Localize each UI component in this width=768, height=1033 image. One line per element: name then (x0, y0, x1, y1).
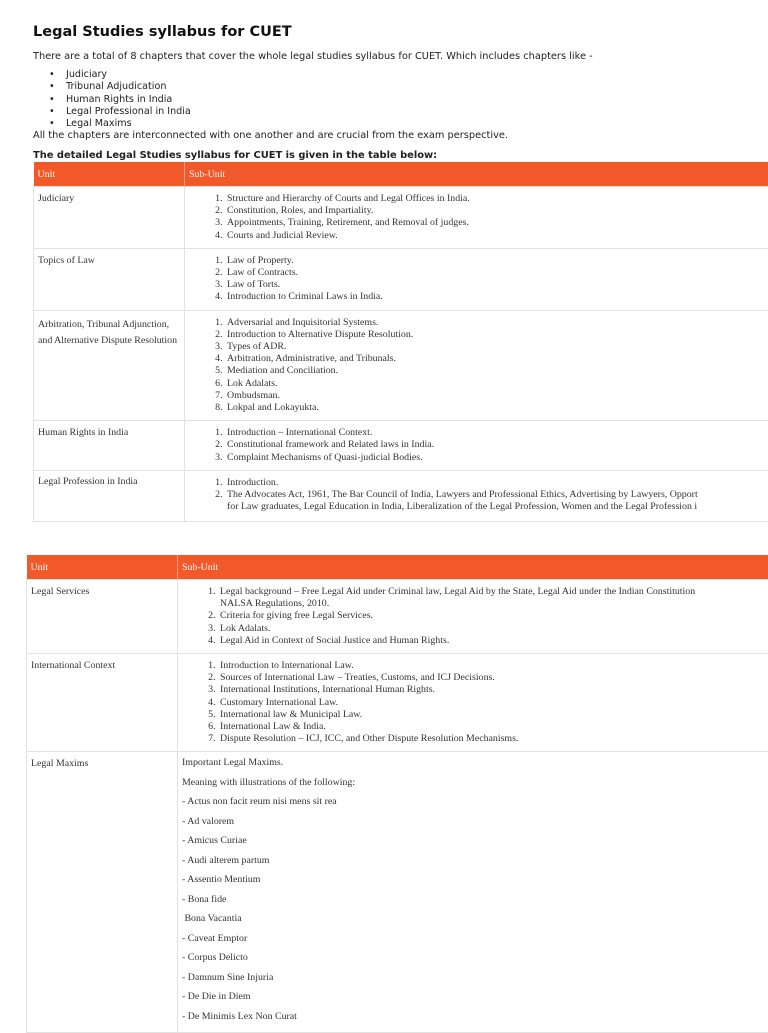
unit-cell: Judiciary (34, 187, 185, 249)
unit-cell: International Context (27, 654, 178, 752)
maxim-line: - De Minimis Lex Non Curat (182, 1007, 768, 1027)
list-item: 1. Introduction. (225, 477, 768, 489)
header-unit: Unit (27, 555, 178, 580)
table-header-row (27, 555, 768, 580)
maxim-line: Important Legal Maxims. (182, 753, 768, 773)
syllabus-table-1 (33, 162, 768, 522)
list-item: 4. Legal Aid in Context of Social Justice and Human Rights. (218, 635, 768, 647)
sub-unit-cell (185, 310, 768, 421)
chapter-item: • Legal Maxims (66, 118, 191, 130)
list-item-line: Legal background – Free Legal Aid under Criminal law, Legal Aid by the State, Legal Aid under the Indian Constitution (220, 586, 695, 597)
unit-cell: Legal Services (27, 580, 178, 654)
maxim-line: Bona Vacantia (182, 909, 768, 929)
list-item: 3. Law of Torts. (225, 279, 768, 291)
table-row (34, 248, 768, 310)
table-row (34, 421, 768, 471)
closing-text: All the chapters are interconnected with one another and are crucial from the exam perspective. (33, 130, 508, 141)
sub-unit-cell (185, 421, 768, 471)
unit-cell: Topics of Law (34, 248, 185, 310)
list-item: 4. Customary International Law. (218, 697, 768, 709)
list-item: 1. Adversarial and Inquisitorial Systems. (225, 317, 768, 329)
intro-text: There are a total of 8 chapters that cover the whole legal studies syllabus for CUET. Which includes chapters like - (33, 51, 593, 62)
sub-unit-cell (178, 654, 768, 752)
page-title: Legal Studies syllabus for CUET (33, 24, 292, 40)
list-item: 8. Lokpal and Lokayukta. (225, 402, 768, 414)
list-item: 1. Introduction to International Law. (218, 660, 768, 672)
sub-unit-cell (185, 470, 768, 521)
maxim-line: Meaning with illustrations of the following: (182, 773, 768, 793)
list-item: 2. Law of Contracts. (225, 267, 768, 279)
maxim-line: - Assentio Mentium (182, 870, 768, 890)
chapter-item: • Legal Professional in India (66, 106, 191, 118)
maxim-line: - Audi alterem partum (182, 851, 768, 871)
list-item: 1. Law of Property. (225, 255, 768, 267)
list-item: 2. Constitution, Roles, and Impartiality. (225, 205, 768, 217)
table-row (34, 470, 768, 521)
list-item: 1. Introduction – International Context. (225, 427, 768, 439)
list-item: 3. Complaint Mechanisms of Quasi-judicial Bodies. (225, 452, 768, 464)
header-unit: Unit (34, 162, 185, 187)
chapter-item: • Judiciary (66, 69, 191, 81)
maxim-line: - Caveat Emptor (182, 929, 768, 949)
list-item: 7. Dispute Resolution – ICJ, ICC, and Other Dispute Resolution Mechanisms. (218, 733, 768, 745)
chapter-item: • Human Rights in India (66, 94, 191, 106)
table-header-row (34, 162, 768, 187)
list-item: 3. Appointments, Training, Retirement, and Removal of judges. (225, 217, 768, 229)
maxim-line: - Actus non facit reum nisi mens sit rea (182, 792, 768, 812)
maxim-line: - Ad valorem (182, 812, 768, 832)
maxim-line: - Amicus Curiae (182, 831, 768, 851)
list-item: 4. Introduction to Criminal Laws in India. (225, 291, 768, 303)
list-item: 2. Sources of International Law – Treaties, Customs, and ICJ Decisions. (218, 672, 768, 684)
list-item: 5. Mediation and Conciliation. (225, 365, 768, 377)
table-row (27, 580, 768, 654)
list-item: 3. International Institutions, International Human Rights. (218, 684, 768, 696)
header-sub-unit: Sub-Unit (185, 162, 768, 187)
list-item-line: for Law graduates, Legal Education in India, Liberalization of the Legal Profession, Women and the Legal Profession i (227, 501, 697, 512)
list-item: 2. Constitutional framework and Related laws in India. (225, 439, 768, 451)
table-row (27, 654, 768, 752)
table-row (34, 310, 768, 421)
chapter-item: • Tribunal Adjudication (66, 81, 191, 93)
list-item: 4. Courts and Judicial Review. (225, 230, 768, 242)
maxim-line: - Bona fide (182, 890, 768, 910)
table-row (27, 752, 768, 1033)
header-sub-unit: Sub-Unit (178, 555, 768, 580)
list-item: 2. Introduction to Alternative Dispute Resolution. (225, 329, 768, 341)
table-caption: The detailed Legal Studies syllabus for CUET is given in the table below: (33, 150, 437, 161)
list-item: 1. Structure and Hierarchy of Courts and Legal Offices in India. (225, 193, 768, 205)
unit-cell: Legal Profession in India (34, 470, 185, 521)
list-item-line: The Advocates Act, 1961, The Bar Council of India, Lawyers and Professional Ethics, Advertising by Lawyers, Opport (227, 489, 698, 500)
list-item: 6. Lok Adalats. (225, 378, 768, 390)
list-item: 4. Arbitration, Administrative, and Tribunals. (225, 353, 768, 365)
unit-cell: Arbitration, Tribunal Adjunction, and Alternative Dispute Resolution (34, 310, 185, 421)
sub-unit-cell (185, 187, 768, 249)
list-item (225, 489, 768, 513)
list-item-line: NALSA Regulations, 2010. (220, 598, 329, 609)
sub-unit-cell (178, 580, 768, 654)
list-item: 3. Types of ADR. (225, 341, 768, 353)
maxim-line: - Damnum Sine Injuria (182, 968, 768, 988)
maxim-line: - Corpus Delicto (182, 948, 768, 968)
list-item: 6. International Law & India. (218, 721, 768, 733)
sub-unit-cell (185, 248, 768, 310)
chapter-list (33, 69, 191, 130)
list-item (218, 586, 768, 610)
legal-maxims-cell (178, 752, 768, 1033)
list-item: 3. Lok Adalats. (218, 623, 768, 635)
list-item: 2. Criteria for giving free Legal Services. (218, 610, 768, 622)
unit-cell: Human Rights in India (34, 421, 185, 471)
list-item: 5. International law & Municipal Law. (218, 709, 768, 721)
syllabus-table-2 (26, 555, 768, 1033)
table-row (34, 187, 768, 249)
list-item: 7. Ombudsman. (225, 390, 768, 402)
unit-cell: Legal Maxims (27, 752, 178, 1033)
maxim-line: - De Die in Diem (182, 987, 768, 1007)
